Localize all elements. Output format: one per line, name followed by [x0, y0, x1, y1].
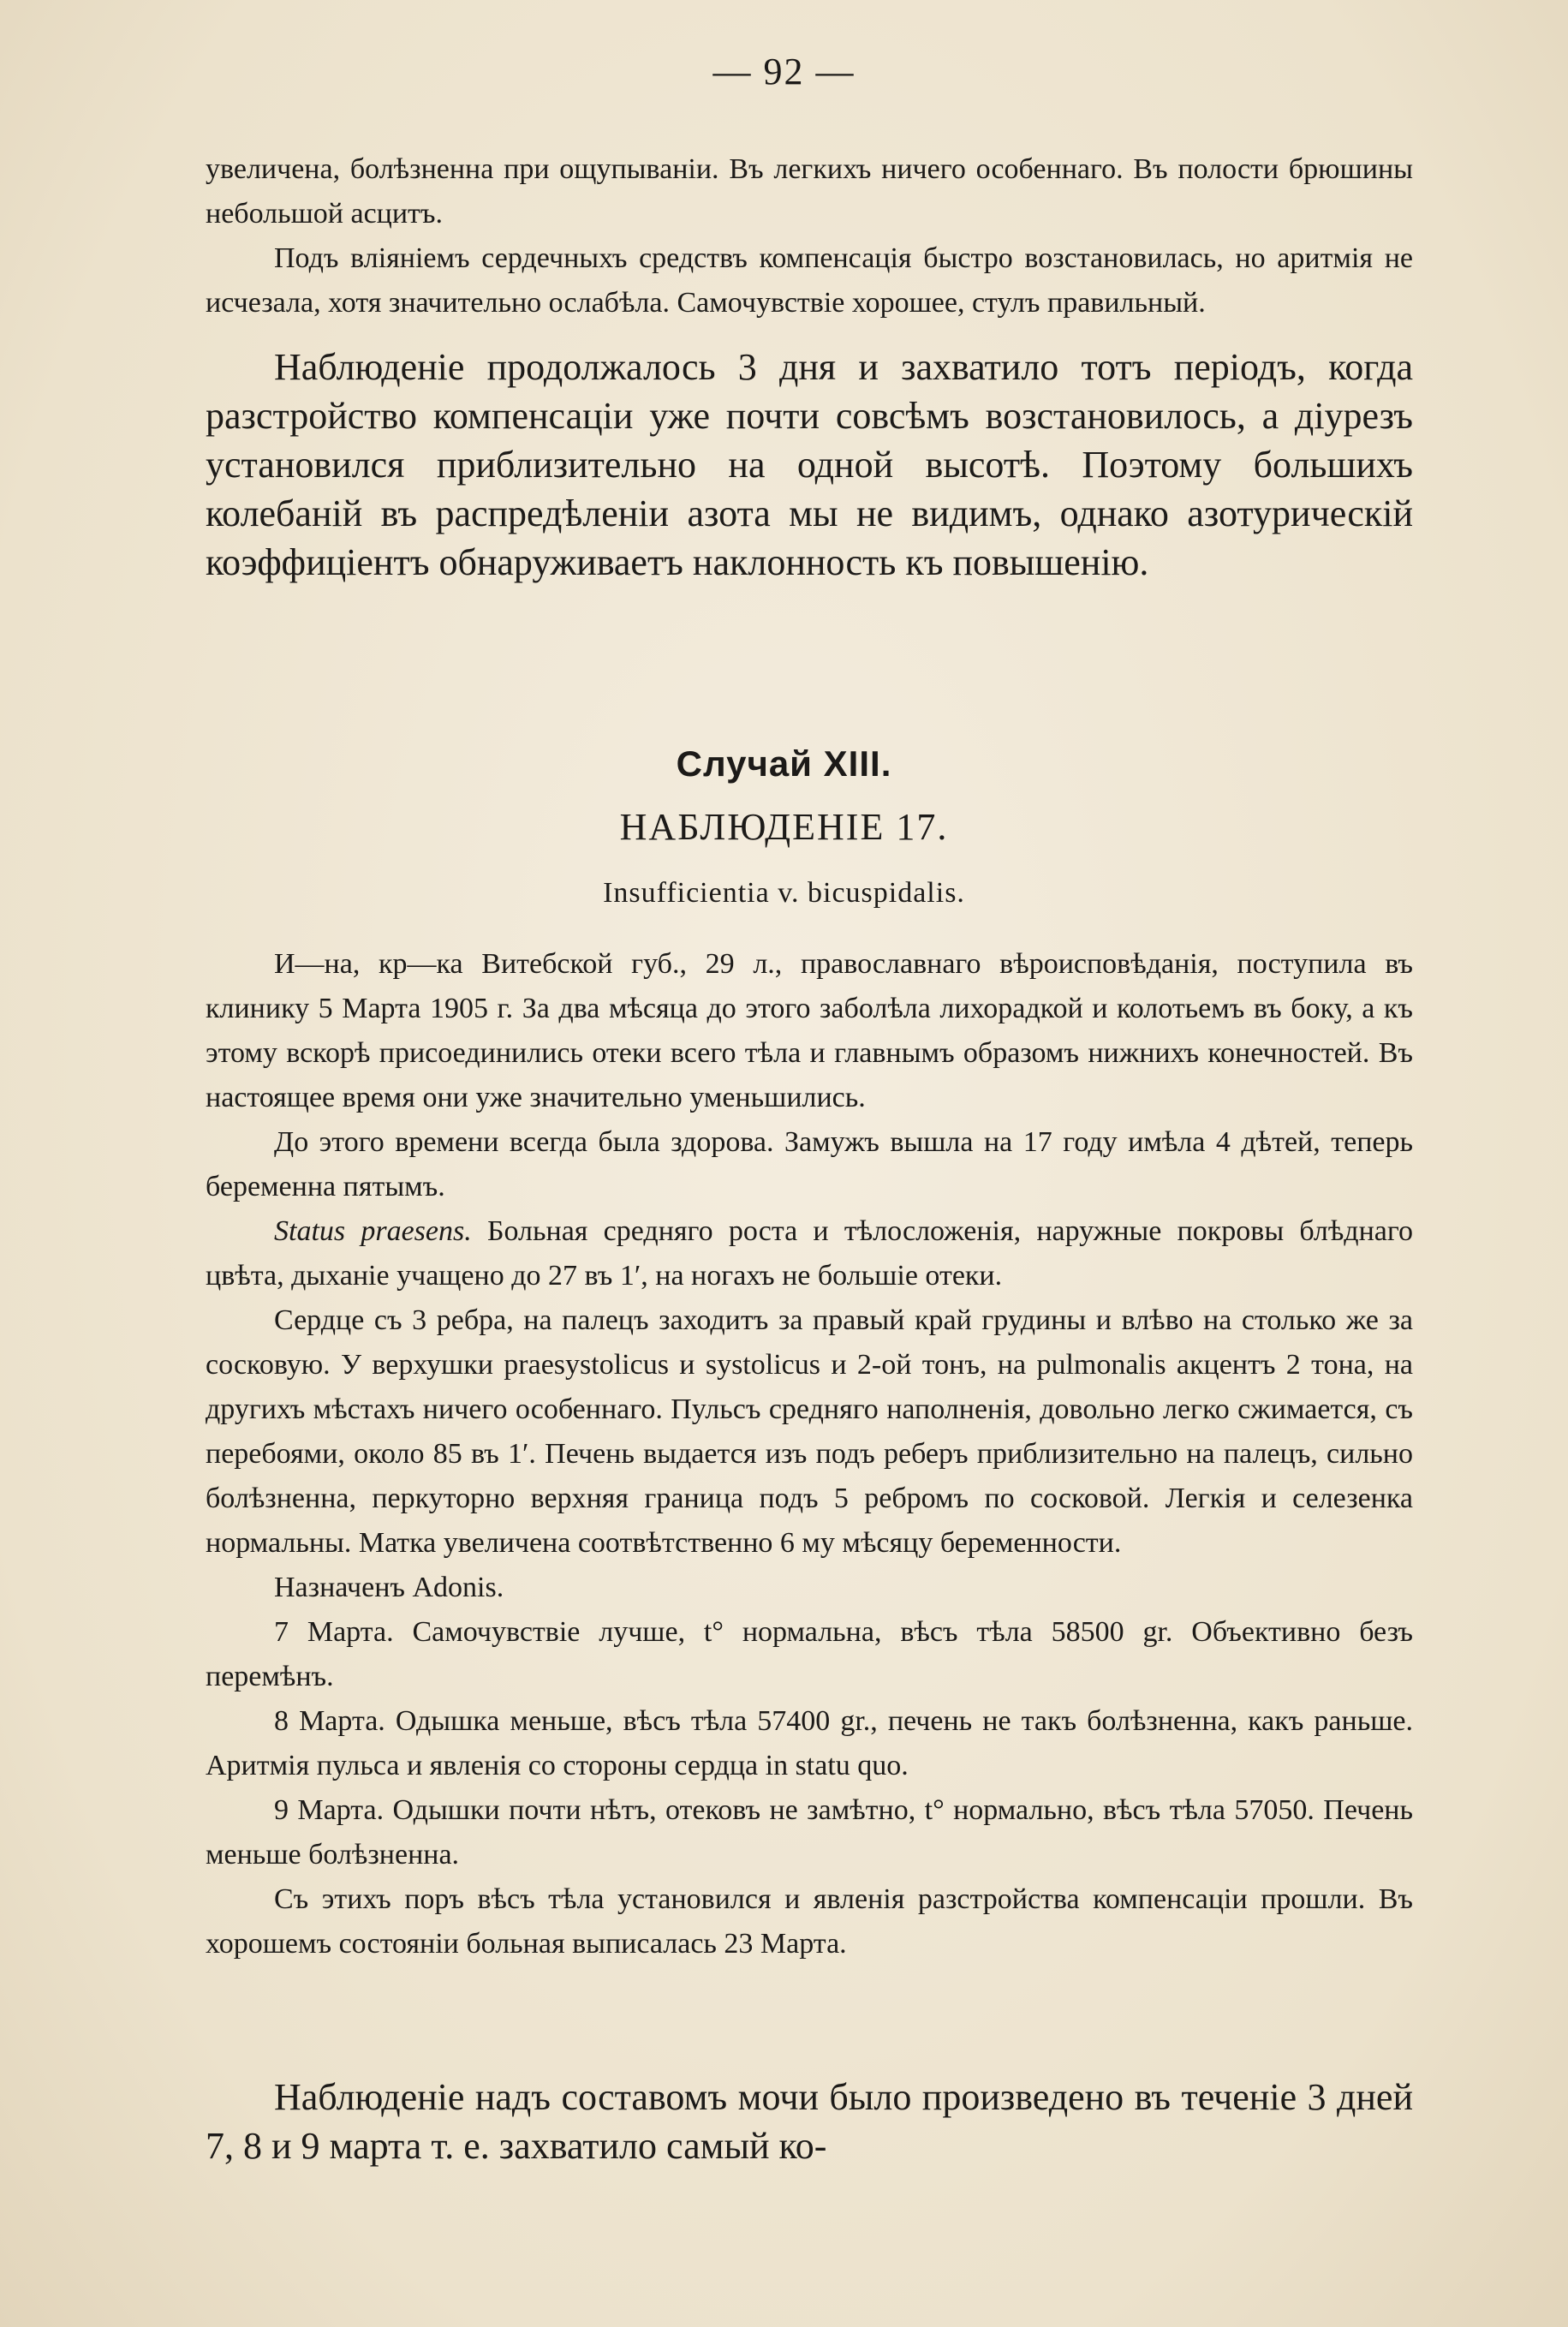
paragraph-heart-findings: Сердце съ 3 ребра, на палецъ заходитъ за правый край грудины и влѣво на столько же за сосковую. У верхушки praesystolicus и systolicus и 2-ой тонъ, на pulmonalis акцентъ 2 тона, на другихъ мѣстахъ ничего особеннаго. Пульсъ средняго наполненія, довольно легко сжимается, съ перебоями, около 85 въ 1′. Печень выдается изъ подъ реберъ приблизительно на палецъ, сильно болѣзненна, перкуторно верхняя граница подъ 5 ребромъ по сосковой. Легкія и селезенка нормальны. Матка увеличена соотвѣтственно 6 му мѣсяцу беременности.	[206, 1304, 1413, 1559]
paragraph-cardiac-remedies: Подъ вліяніемъ сердечныхъ средствъ компенсація быстро возстановилась, но аритмія не исчезала, хотя значительно ослабѣла. Самочувствіе хорошее, стулъ правильный.	[206, 242, 1413, 319]
paragraph-march-9: 9 Марта. Одышки почти нѣтъ, отековъ не замѣтно, t° нормально, вѣсъ тѣла 57050. Печень меньше болѣзненна.	[206, 1794, 1413, 1871]
paragraph-discharge: Съ этихъ поръ вѣсъ тѣла установился и явленія разстройства компенсаціи прошли. Въ хорошемъ состояніи больная выписалась 23 Марта.	[206, 1883, 1413, 1960]
paragraph-anamnesis: До этого времени всегда была здорова. Замужъ вышла на 17 году имѣла 4 дѣтей, теперь беременна пятымъ.	[206, 1126, 1413, 1202]
paragraph-continuation: увеличена, болѣзненна при ощупываніи. Въ легкихъ ничего особеннаго. Въ полости брюшины небольшой асцитъ.	[206, 153, 1413, 230]
observation-heading: НАБЛЮДЕНІЕ 17.	[619, 806, 949, 848]
summary-text-1: Наблюденіе продолжалось 3 дня и захватило тотъ періодъ, когда разстройство компенсаціи уже почти совсѣмъ возстановилось, а діурезъ установился приблизительно на одной высотѣ. Поэтому большихъ колебаній въ распредѣленіи азота мы не видимъ, однако азотурическій коэффиціентъ обнаруживаетъ наклонность къ повышенію.	[206, 346, 1413, 583]
summary-text-2: Наблюденіе надъ составомъ мочи было произведено въ теченіе 3 дней 7, 8 и 9 марта т. е. захватило самый ко-	[206, 2076, 1413, 2167]
paragraph-march-7: 7 Марта. Самочувствіе лучше, t° нормальна, вѣсъ тѣла 58500 gr. Объективно безъ перемѣнъ.	[206, 1616, 1413, 1692]
top-paragraphs	[206, 147, 1413, 325]
page-number: — 92 —	[712, 51, 856, 92]
paragraph-march-8: 8 Марта. Одышка меньше, вѣсъ тѣла 57400 gr., печень не такъ болѣзненна, какъ раньше. Аритмія пульса и явленія со стороны сердца in statu quo.	[206, 1705, 1413, 1781]
case-heading: Случай XIII.	[676, 743, 892, 784]
paragraph-prescription: Назначенъ Adonis.	[274, 1572, 504, 1603]
paragraph-admission: И—на, кр—ка Витебской губ., 29 л., православнаго вѣроисповѣданія, поступила въ клинику 5 Марта 1905 г. За два мѣсяца до этого заболѣла лихорадкой и колотьемъ въ боку, а къ этому вскорѣ присоединились отеки всего тѣла и главнымъ образомъ нижнихъ конечностей. Въ настоящее время они уже значительно уменьшились.	[206, 948, 1413, 1113]
diagnosis-heading: Insufficientia v. bicuspidalis.	[603, 877, 965, 909]
summary-paragraph-1	[206, 343, 1413, 587]
summary-paragraph-2	[206, 2073, 1413, 2170]
paragraph-status-praesens: Status praesens. Больная средняго роста и тѣлосложенія, наружные покровы блѣднаго цвѣта, дыханіе учащено до 27 въ 1′, на ногахъ не большіе отеки.	[206, 1215, 1413, 1292]
case-history	[206, 942, 1413, 1966]
